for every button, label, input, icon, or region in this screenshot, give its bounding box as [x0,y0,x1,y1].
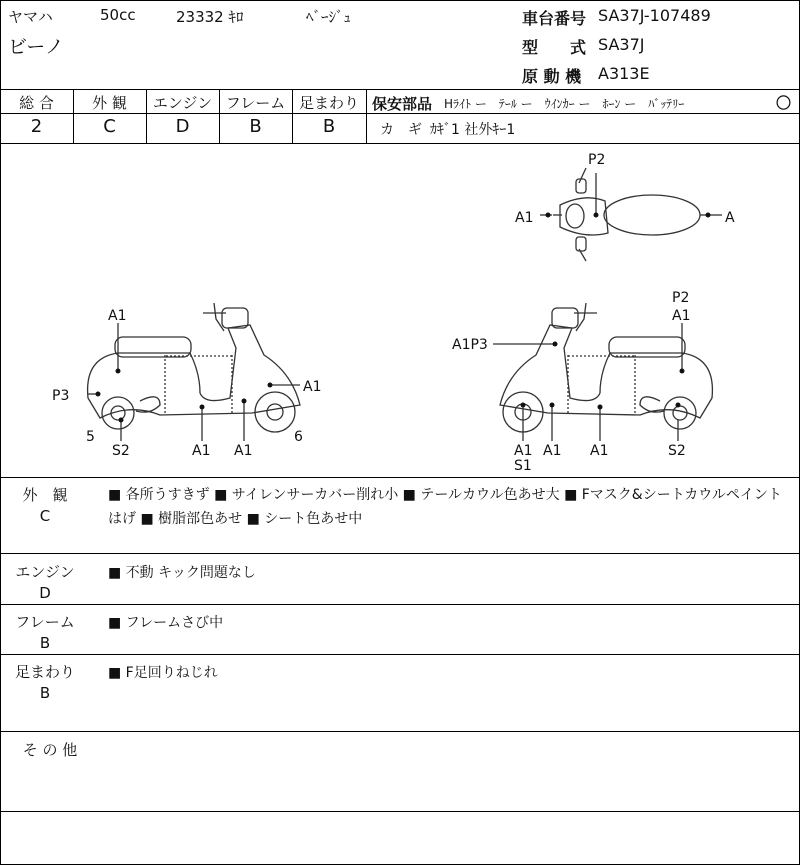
remark-text-exterior-1: ■ 各所うすきず ■ サイレンサーカバー削れ小 ■ テールカウル色あせ大 ■ Fマスク&シートカウルペイント [108,487,782,503]
safety-label: 保安部品 [372,95,433,113]
label-right-s1: S1 [514,458,532,474]
label-top-p2: P2 [588,152,606,168]
mileage: 23332 ｷﾛ [176,8,244,26]
remark-label-other: そ の 他 [22,741,78,759]
label-top-a: A [725,210,735,226]
engine-value: A313E [598,64,650,83]
grade-engine: D [175,116,190,137]
label-left-s2: S2 [112,443,130,459]
label-top-a1: A1 [515,210,534,226]
frame-no: SA37J-107489 [598,6,711,25]
remark-label-exterior: 外 観 [22,486,68,504]
label-left-a1-side: A1 [303,379,322,395]
label-right-a1-front: A1 [514,443,533,459]
remark-text-engine: ■ 不動 キック問題なし [108,565,256,581]
remark-grade-engine: D [39,584,51,602]
label-left-6: 6 [294,429,303,445]
remark-text-frame: ■ フレームさび中 [108,615,224,631]
grade-exterior: C [103,116,116,137]
divider [0,811,800,812]
grade-header-frame: フレーム [225,94,286,112]
label-right-a1: A1 [672,308,691,324]
grade-frame: B [249,116,262,137]
label-left-p3: P3 [52,388,70,404]
remark-label-suspension: 足まわり [14,663,75,681]
grade-header-engine: エンジン [152,94,213,112]
key-label: カ ギ [380,122,422,138]
scooter-top-view [540,168,722,261]
label-left-a1-front: A1 [234,443,253,459]
remark-label-frame: フレーム [15,613,75,631]
engine-label: 原 動 機 [522,67,582,86]
battery-mark: 〇 [776,94,792,112]
divider [0,731,800,732]
divider [0,89,800,90]
divider [0,553,800,554]
remark-label-engine: エンジン [15,563,75,581]
label-right-s2: S2 [668,443,686,459]
divider [0,477,800,478]
remark-text-suspension: ■ F足回りねじれ [108,665,218,681]
label-right-a1-mid: A1 [590,443,609,459]
label-right-a1p3: A1P3 [452,337,488,353]
label-right-a1-frame: A1 [543,443,562,459]
displacement: 50cc [100,6,136,24]
grade-header-exterior: 外 観 [92,94,127,112]
safety-items: Hﾗｲﾄ ー ﾃｰﾙ ー ｳｲﾝｶｰ ー ﾎｰﾝ ー ﾊﾞｯﾃﾘｰ [444,97,685,111]
divider [366,89,367,143]
color: ﾍﾞｰｼﾞｭ [306,8,352,26]
remark-text-exterior-2: はげ ■ 樹脂部色あせ ■ シート色あせ中 [108,511,363,527]
remark-grade-exterior: C [39,507,51,525]
remark-grade-frame: B [39,634,51,652]
remark-grade-suspension: B [39,684,51,702]
divider [0,654,800,655]
maker: ヤマハ [8,8,53,26]
grade-header-overall: 総 合 [19,94,54,112]
model-name: ビーノ [8,36,64,58]
label-left-5: 5 [86,429,95,445]
divider [0,113,366,114]
frame-no-label: 車台番号 [522,9,587,28]
key-value: ｶｷﾞ1 社外ｷｰ1 [430,122,516,138]
divider [0,604,800,605]
type-label: 型 式 [522,38,587,57]
label-left-a1-mid: A1 [192,443,211,459]
scooter-diagram [0,143,800,477]
grade-header-suspension: 足まわり [298,94,359,112]
label-left-a1: A1 [108,308,127,324]
type-value: SA37J [598,35,645,54]
label-right-p2: P2 [672,290,690,306]
grade-suspension: B [322,116,336,137]
grade-overall: 2 [30,116,43,137]
